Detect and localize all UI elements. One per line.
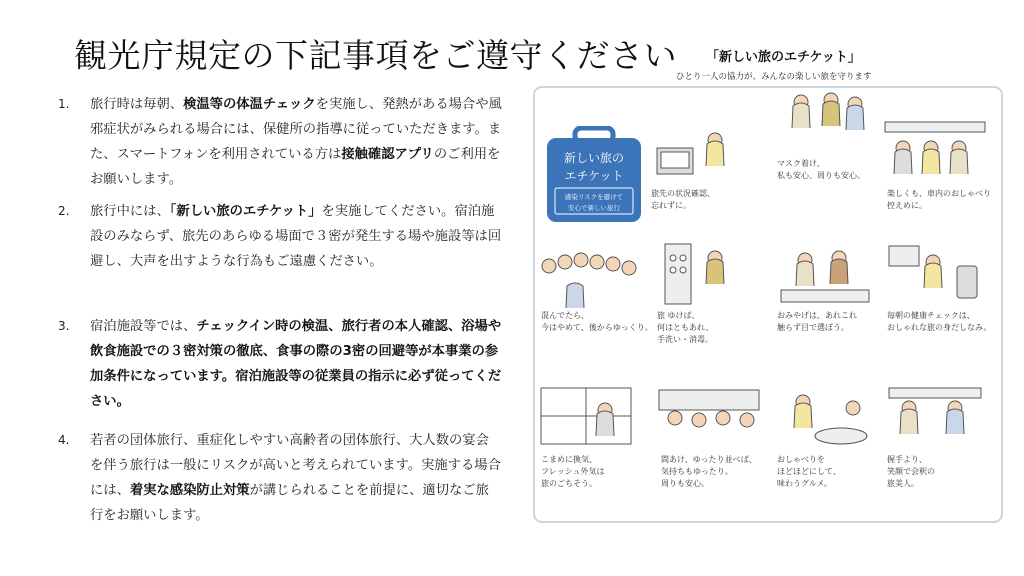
notice-number: 3.	[58, 319, 70, 333]
panel-caption	[887, 454, 987, 490]
panel-caption	[541, 310, 653, 334]
panel-caption-line: 気持ちもゆったり。	[661, 467, 733, 476]
notice-text: 宿泊施設等では、	[90, 319, 197, 334]
etiquette-heading: 「新しい旅のエチケット」	[706, 50, 861, 65]
panel-caption-line: 触らず目で選ぼう。	[777, 323, 849, 332]
panel-train	[881, 118, 989, 223]
suitcase-tag2: 安心で楽しい旅行	[568, 204, 620, 212]
panel-caption-line: 旅のごちそう。	[541, 479, 597, 488]
panel-caption	[651, 188, 751, 212]
notice-item	[58, 314, 502, 414]
panel-mask	[771, 88, 879, 193]
panel-caption-line: マスク着け、	[777, 159, 825, 168]
suitcase-logo	[545, 126, 643, 226]
panel-caption-line: フレッシュ外気は	[541, 467, 605, 476]
panel-crowd	[535, 240, 653, 345]
panel-souvenir	[771, 240, 879, 345]
etiquette-subtitle: ひとり一人の協力が、みんなの楽しい旅を守ります	[676, 72, 872, 82]
notice-text: を実施してください。宿泊施設のみならず、旅先のあらゆる場面で３密が発生する場や施設等は回避し、大声を出すような行為もご遠慮ください。	[90, 204, 502, 269]
panel-elevator	[651, 240, 759, 345]
notice-text: 旅行中には、	[90, 204, 170, 219]
panel-caption	[777, 310, 877, 334]
panel-illustration	[881, 118, 989, 186]
panel-caption	[887, 188, 991, 212]
panel-caption-line: 今はやめて、後からゆっくり。	[541, 323, 653, 332]
panel-caption-line: 味わうグルメ。	[777, 479, 833, 488]
panel-caption-line: こまめに換気、	[541, 455, 597, 464]
panel-caption-line: 混んでたら、	[541, 311, 589, 320]
panel-caption-line: 楽しくも、車内のおしゃべり	[887, 189, 991, 198]
notice-text: 若者の団体旅行、重症化しやすい高齢者の団体旅行、大人数の宴会を伴う旅行は一般にリスクが高いと考えられています。実施する場合には、	[90, 433, 501, 498]
panel-meal	[771, 384, 879, 489]
notice-emphasis: 「新しい旅のエチケット」	[169, 204, 322, 219]
panel-queue	[655, 384, 763, 489]
suitcase-line2: エチケット	[564, 169, 624, 183]
panel-caption-line: 旅 ゆけば、	[657, 311, 700, 320]
notice-number: 2.	[58, 204, 70, 218]
panel-illustration	[771, 384, 879, 452]
panel-illustration	[771, 240, 879, 308]
notice-item	[58, 92, 502, 192]
panel-illustration	[651, 240, 759, 308]
notice-number: 4.	[58, 433, 70, 447]
panel-caption-line: おしゃれな旅の身だしなみ。	[887, 323, 992, 332]
panel-illustration	[645, 118, 753, 186]
panel-caption-line: 毎朝の健康チェックは、	[887, 311, 975, 320]
panel-illustration	[655, 384, 763, 452]
panel-caption	[657, 310, 757, 346]
panel-caption	[777, 158, 877, 182]
panel-caption-line: 握手より、	[887, 455, 927, 464]
notice-text: を実施し、発熱がある場合や風邪症状がみられる場合には、保健所の指導に従っていただきます。また、スマートフォンを利用されている方は	[90, 97, 502, 162]
panel-caption	[541, 454, 641, 490]
panel-checkin	[645, 118, 753, 223]
panel-caption-line: 間あけ、ゆったり並べば、	[661, 455, 757, 464]
suitcase-tag1: 感染リスクを避けて	[564, 193, 624, 201]
panel-caption-line: 旅先の状況確認、	[651, 189, 715, 198]
notice-text: が講じられることを前提に、適切なご旅行をお願いします。	[90, 483, 489, 523]
panel-caption-line: おしゃべりを	[777, 455, 825, 464]
notice-emphasis: チェックイン時の検温、旅行者の本人確認、浴場や飲食施設での３密対策の徹底、食事の際の3密の回避等が本事業の参加条件になっています。宿泊施設等の従業員の指示に必ず従ってください。	[90, 319, 502, 409]
panel-caption-line: おみやげは、あれこれ	[777, 311, 857, 320]
panel-illustration	[535, 240, 643, 308]
panel-caption-line: 私も安心、周りも安心。	[777, 171, 865, 180]
notice-item	[58, 428, 502, 528]
panel-window	[535, 384, 643, 489]
panel-gesture	[881, 384, 989, 489]
notice-emphasis: 検温等の体温チェック	[183, 97, 316, 112]
notice-item	[58, 199, 502, 274]
notice-text: 旅行時は毎朝、	[90, 97, 184, 112]
panel-caption-line: 手洗い・消毒。	[657, 335, 713, 344]
etiquette-poster	[533, 86, 1003, 523]
panel-caption-line: 控えめに。	[887, 201, 927, 210]
panel-caption-line: 忘れずに。	[651, 201, 691, 210]
panel-caption-line: 何はともあれ、	[657, 323, 714, 332]
panel-caption	[661, 454, 761, 490]
notice-emphasis: 着実な感染防止対策	[129, 483, 250, 498]
panel-illustration	[881, 240, 989, 308]
panel-illustration	[535, 384, 643, 452]
notice-text: のご利用をお願いします。	[90, 147, 501, 187]
page-title: 観光庁規定の下記事項をご遵守ください	[74, 36, 677, 75]
panel-caption-line: 旅美人。	[887, 479, 919, 488]
notice-emphasis: 接触確認アプリ	[341, 147, 434, 162]
panel-health	[881, 240, 992, 345]
panel-caption-line: ほどほどにして、	[777, 467, 841, 476]
panel-illustration	[881, 384, 989, 452]
panel-caption	[777, 454, 877, 490]
panel-caption-line: 笑顔で会釈の	[887, 467, 935, 476]
panel-illustration	[771, 88, 879, 156]
suitcase-line1: 新しい旅の	[563, 151, 625, 165]
panel-caption-line: 周りも安心。	[661, 479, 709, 488]
notice-number: 1.	[58, 97, 70, 111]
panel-caption	[887, 310, 992, 334]
